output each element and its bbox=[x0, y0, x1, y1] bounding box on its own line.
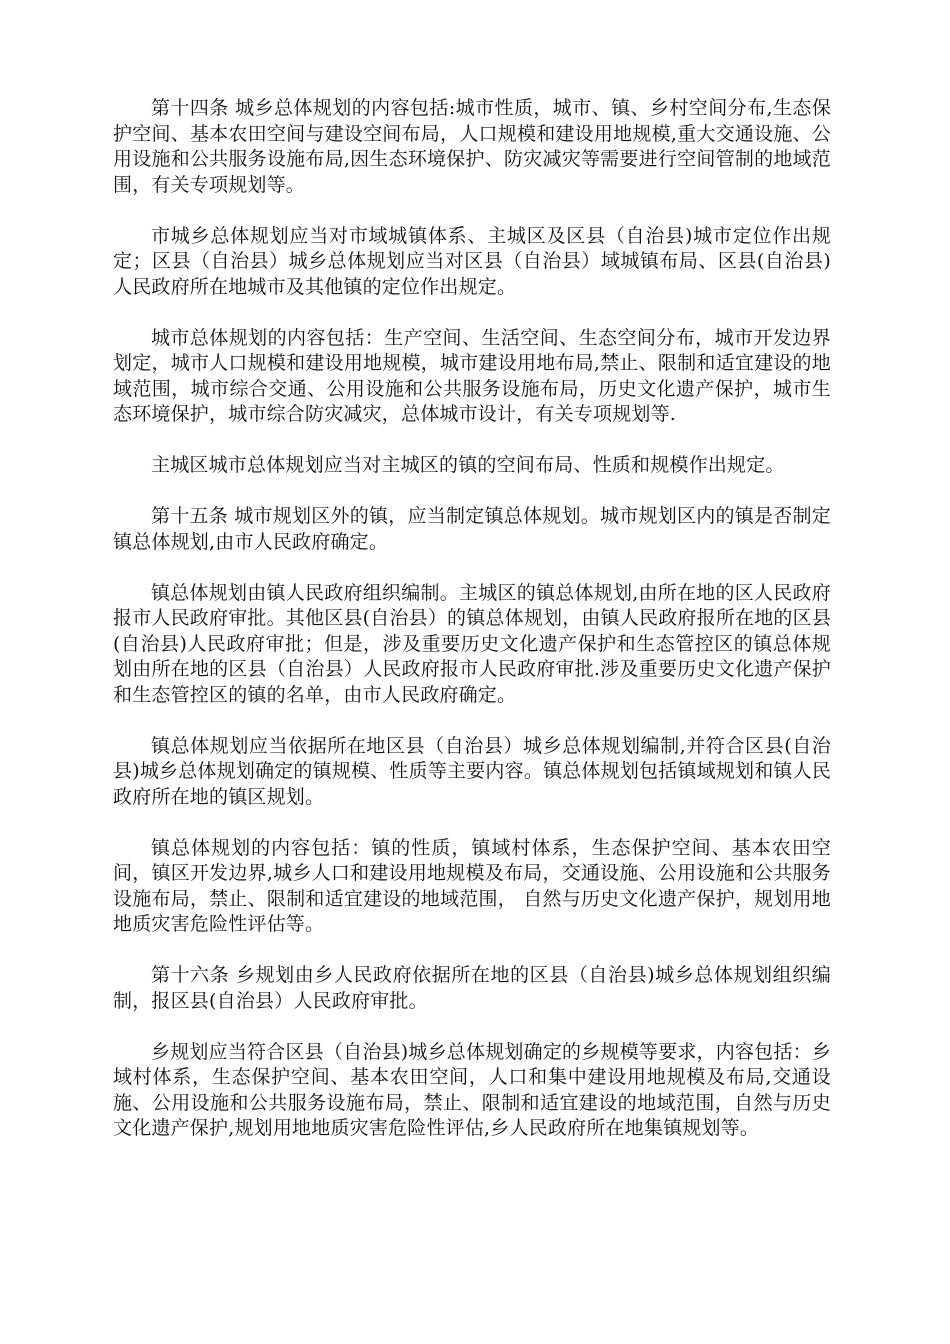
paragraph-city-township-plan: 市城乡总体规划应当对市域城镇体系、主城区及区县（自治县)城市定位作出规定；区县（自治县）城乡总体规划应当对区县（自治县）域城镇布局、区县(自治县)人民政府所在地城市及其他镇的定位作出规定。 bbox=[113, 224, 831, 298]
paragraph-town-plan-basis: 镇总体规划应当依据所在地区县（自治县）城乡总体规划编制,并符合区县(自治县)城乡总体规划确定的镇规模、性质等主要内容。镇总体规划包括镇域规划和镇人民政府所在地的镇区规划。 bbox=[113, 734, 832, 808]
document-page bbox=[113, 96, 831, 1167]
paragraph-article-14: 第十四条 城乡总体规划的内容包括:城市性质，城市、镇、乡村空间分布,生态保护空间、基本农田空间与建设空间布局，人口规模和建设用地规模,重大交通设施、公用设施和公共服务设施布局,因生态环境保护、防灾减灾等需要进行空间管制的地域范围，有关专项规划等。 bbox=[113, 97, 831, 196]
paragraph-article-16: 第十六条 乡规划由乡人民政府依据所在地的区县（自治县)城乡总体规划组织编制，报区县(自治县）人民政府审批。 bbox=[113, 964, 831, 1012]
paragraph-article-15: 第十五条 城市规划区外的镇，应当制定镇总体规划。城市规划区内的镇是否制定镇总体规划,由市人民政府确定。 bbox=[113, 505, 831, 553]
paragraph-town-plan-approval: 镇总体规划由镇人民政府组织编制。主城区的镇总体规划,由所在地的区人民政府报市人民政府审批。其他区县(自治县）的镇总体规划，由镇人民政府报所在地的区县(自治县)人民政府审批；但是，涉及重要历史文化遗产保护和生态管控区的镇总体规划由所在地的区县（自治县）人民政府报市人民政府审批.涉及重要历史文化遗产保护和生态管控区的镇的名单，由市人民政府确定。 bbox=[113, 581, 832, 706]
paragraph-city-master-plan-content: 城市总体规划的内容包括：生产空间、生活空间、生态空间分布，城市开发边界划定，城市人口规模和建设用地规模，城市建设用地布局,禁止、限制和适宜建设的地域范围，城市综合交通、公用设施和公共服务设施布局，历史文化遗产保护，城市生态环境保护，城市综合防灾减灾，总体城市设计，有关专项规划等. bbox=[113, 326, 831, 425]
paragraph-main-urban-area: 主城区城市总体规划应当对主城区的镇的空间布局、性质和规模作出规定。 bbox=[151, 454, 785, 476]
paragraph-town-plan-content: 镇总体规划的内容包括：镇的性质，镇域村体系，生态保护空间、基本农田空间，镇区开发边界,城乡人口和建设用地规模及布局，交通设施、公用设施和公共服务设施布局，禁止、限制和适宜建设的地域范围， 自然与历史文化遗产保护，规划用地地质灾害危险性评估等。 bbox=[113, 836, 831, 935]
paragraph-township-plan-content: 乡规划应当符合区县（自治县)城乡总体规划确定的乡规模等要求，内容包括：乡域村体系，生态保护空间、基本农田空间，人口和集中建设用地规模及布局,交通设施、公用设施和公共服务设施布局，禁止、限制和适宜建设的地域范围，自然与历史文化遗产保护,规划用地地质灾害危险性评估,乡人民政府所在地集镇规划等。 bbox=[113, 1040, 831, 1139]
